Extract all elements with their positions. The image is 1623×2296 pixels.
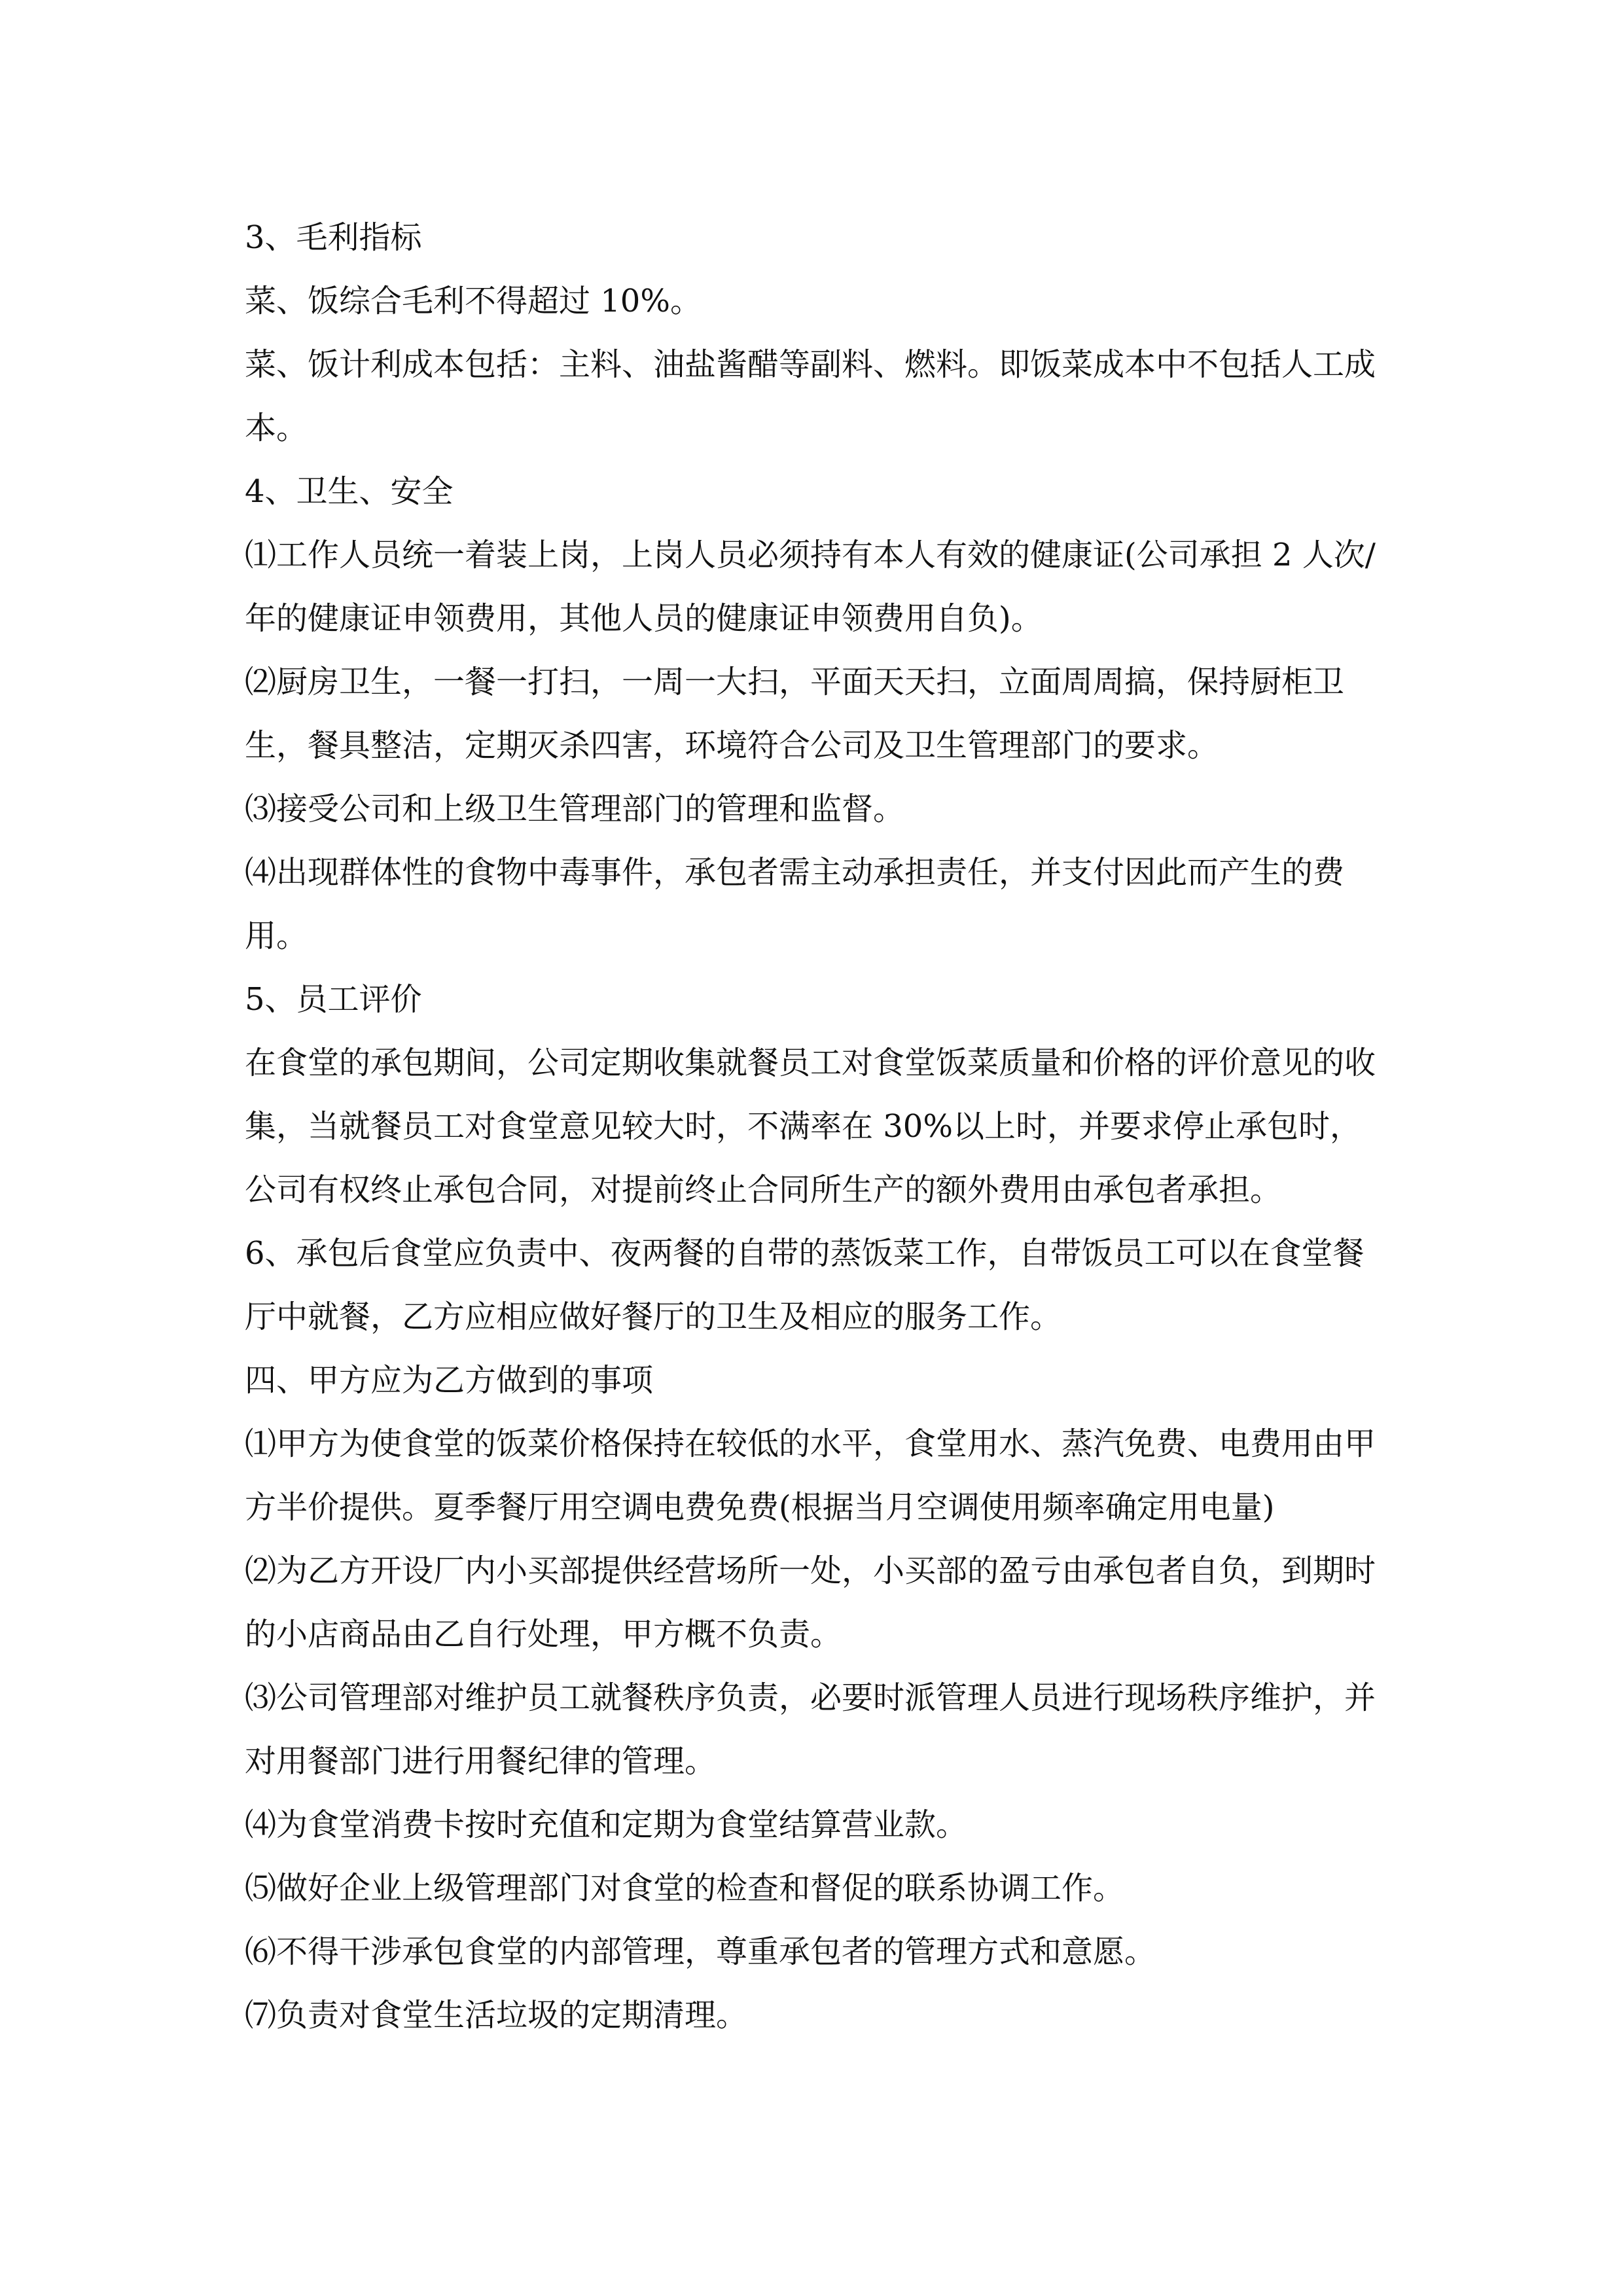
list-item: ⑶接受公司和上级卫生管理部门的管理和监督。 (245, 791, 905, 827)
list-item: ⑸做好企业上级管理部门对食堂的检查和督促的联系协调工作。 (245, 1870, 1125, 1907)
list-item: ⑷出现群体性的食物中毒事件，承包者需主动承担责任，并支付因此而产生的费用。 (245, 854, 1345, 954)
list-item: ⑴甲方为使食堂的饭菜价格保持在较低的水平，食堂用水、蒸汽免费、电费用由甲方半价提供。夏季餐厅用空调电费免费(根据当月空调使用频率确定用电量) (245, 1426, 1376, 1526)
heading-gross-margin: 3、毛利指标 (245, 219, 422, 256)
document-body (245, 206, 1383, 2047)
list-item: ⑵为乙方开设厂内小买部提供经营场所一处，小买部的盈亏由承包者自负，到期时的小店商品由乙自行处理，甲方概不负责。 (245, 1552, 1376, 1653)
heading-employee-evaluation: 5、员工评价 (245, 981, 422, 1018)
paragraph: 菜、饭综合毛利不得超过 10%。 (245, 283, 702, 319)
list-item: ⑶公司管理部对维护员工就餐秩序负责，必要时派管理人员进行现场秩序维护，并对用餐部门进行用餐纪律的管理。 (245, 1679, 1376, 1780)
list-item: ⑷为食堂消费卡按时充值和定期为食堂结算营业款。 (245, 1806, 968, 1843)
paragraph: 6、承包后食堂应负责中、夜两餐的自带的蒸饭菜工作，自带饭员工可以在食堂餐厅中就餐，乙方应相应做好餐厅的卫生及相应的服务工作。 (245, 1235, 1364, 1335)
heading-party-a-obligations: 四、甲方应为乙方做到的事项 (245, 1362, 654, 1399)
list-item: ⑴工作人员统一着装上岗，上岗人员必须持有本人有效的健康证(公司承担 2 人次/年的健康证申领费用，其他人员的健康证申领费用自负)。 (245, 537, 1376, 637)
list-item: ⑵厨房卫生，一餐一打扫，一周一大扫，平面天天扫，立面周周搞，保持厨柜卫生，餐具整洁，定期灭杀四害，环境符合公司及卫生管理部门的要求。 (245, 664, 1345, 764)
heading-hygiene-safety: 4、卫生、安全 (245, 473, 454, 510)
paragraph: 菜、饭计利成本包括：主料、油盐酱醋等副料、燃料。即饭菜成本中不包括人工成本。 (245, 346, 1376, 446)
paragraph: 在食堂的承包期间，公司定期收集就餐员工对食堂饭菜质量和价格的评价意见的收集，当就餐员工对食堂意见较大时，不满率在 30%以上时，并要求停止承包时，公司有权终止承包合同，对提前终止合同所生产的额外费用由承包者承担。 (245, 1045, 1376, 1208)
list-item: ⑺负责对食堂生活垃圾的定期清理。 (245, 1997, 748, 2034)
list-item: ⑹不得干涉承包食堂的内部管理，尊重承包者的管理方式和意愿。 (245, 1933, 1156, 1970)
